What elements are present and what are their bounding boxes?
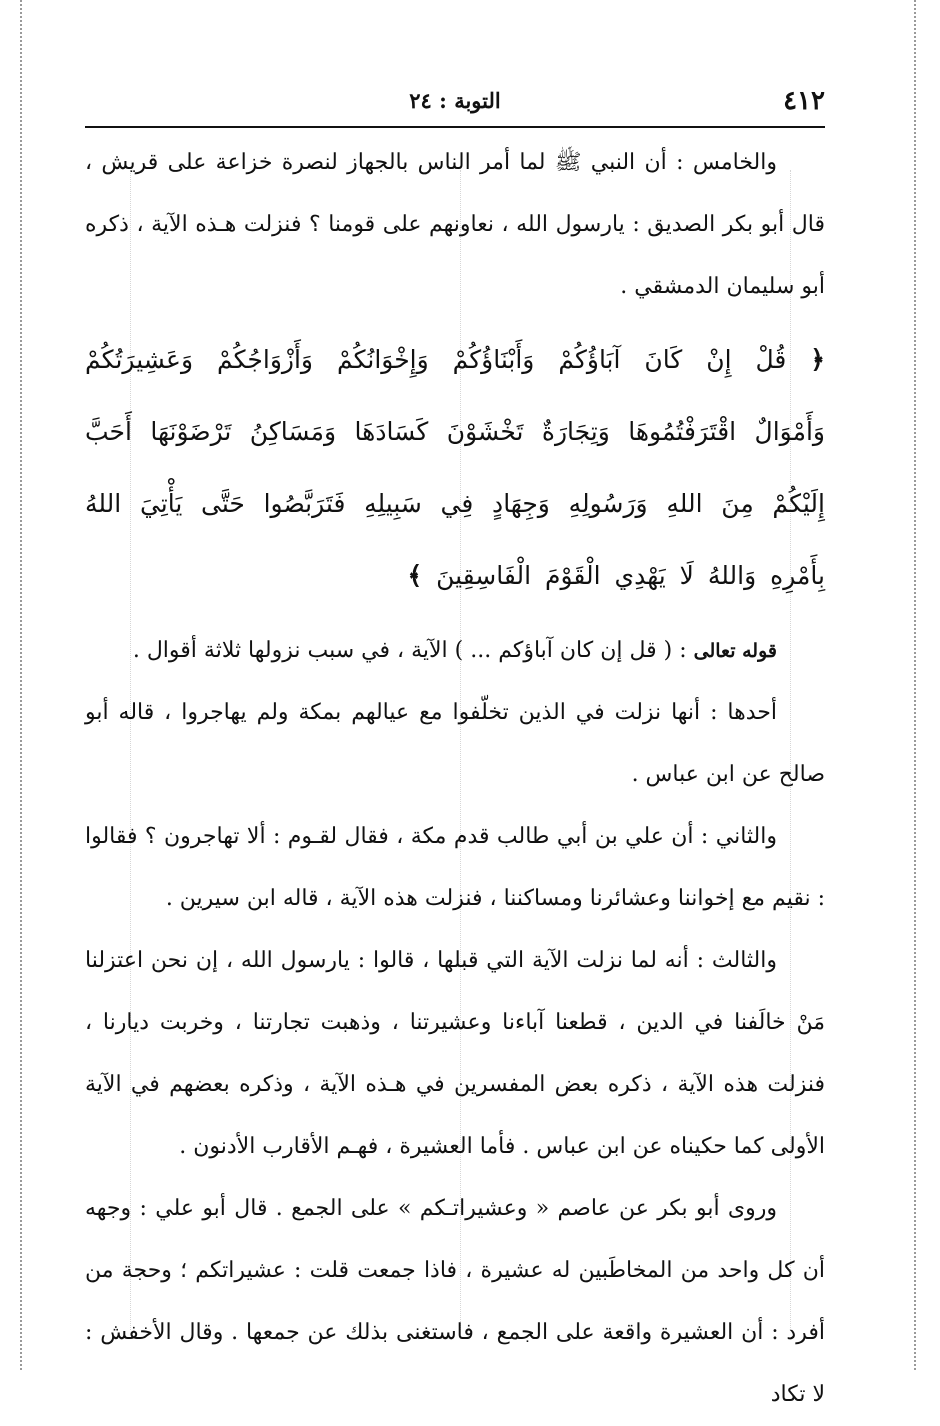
- intro-line: قال أبو بكر الصديق : يارسول الله ، نعاونهم على قومنا ؟ فنزلت هـذه الآية ،: [136, 212, 825, 237]
- intro-line: ذكره أبو سليمان الدمشقي .: [85, 212, 825, 299]
- scan-edge-right: [914, 0, 916, 1370]
- quran-verse: [85, 324, 825, 612]
- intro-paragraph: [85, 132, 825, 318]
- verse-close-bracket: ﴾: [407, 561, 423, 590]
- page-header: [85, 80, 825, 126]
- quran-verse-block: [85, 324, 825, 612]
- running-title: التوبة : ٢٤: [409, 88, 501, 113]
- commentary-paragraph: [85, 620, 825, 682]
- intro-line: والخامس : أن النبي ﷺ لما أمر الناس بالجهاز لنصرة خزاعة على قريش ،: [85, 150, 777, 175]
- page-number: ٤١٢: [783, 86, 825, 116]
- commentary-text: : ( قل إن كان آباؤكم ... ) الآية ، في سبب نزولها ثلاثة أقوال .: [132, 638, 687, 663]
- commentary-paragraph: أحدها : أنها نزلت في الذين تخلّفوا مع عيالهم بمكة ولم يهاجروا ، قاله أبو صالح عن ابن عباس .: [85, 700, 825, 787]
- commentary-paragraph: والثاني : أن علي بن أبي طالب قدم مكة ، فقال لقـوم : ألا تهاجرون ؟ فقالوا : نقيم مع إخواننا وعشائرنا ومساكننا ، فنزلت هذه الآية ، قاله ابن سيرين .: [85, 824, 825, 911]
- header-rule: [85, 126, 825, 128]
- book-page: [85, 80, 825, 1426]
- verse-text: قُلْ إِنْ كَانَ آبَاؤُكُمْ وَأَبْنَاؤُكُمْ وَإِخْوَانُكُمْ وَأَزْوَاجُكُمْ وَعَشِيرَتُكُمْ وَأَمْوَالٌ اقْتَرَفْتُمُوهَا وَتِجَارَةٌ تَخْشَوْنَ كَسَادَهَا وَمَسَاكِنُ تَرْضَوْنَهَا أَحَبَّ إِلَيْكُمْ مِنَ اللهِ وَرَسُولِهِ وَجِهَادٍ فِي سَبِيلِهِ فَتَرَبَّصُوا حَتَّى يَأْتِيَ اللهُ بِأَمْرِهِ وَاللهُ لَا يَهْدِي الْقَوْمَ الْفَاسِقِينَ: [85, 345, 825, 590]
- commentary-paragraph: وروى أبو بكر عن عاصم « وعشيراتـكم » على الجمع . قال أبو علي : وجهه أن كل واحد من المخاطَبين له عشيرة ، فاذا جمعت قلت : عشيراتكم ؛ وحجة من أفرد : أن العشيرة واقعة على الجمع ، فاستغنى بذلك عن جمعها . وقال الأخفش : لا تكاد: [85, 1196, 825, 1407]
- scan-edge-left: [20, 0, 22, 1370]
- commentary-paragraph: والثالث : أنه لما نزلت الآية التي قبلها ، قالوا : يارسول الله ، إن نحن اعتزلنا مَنْ خالَفنا في الدين ، قطعنا آباءنا وعشيرتنا ، وذهبت تجارتنا ، وخربت ديارنا ، فنزلت هذه الآية ، ذكره بعض المفسرين في هـذه الآية ، وذكره بعضهم في الآية الأولى كما حكيناه عن ابن عباس . فأما العشيرة ، فهـم الأقارب الأدنون .: [85, 948, 825, 1159]
- commentary-label: قوله تعالى: [693, 640, 777, 662]
- verse-open-bracket: ﴿: [810, 345, 825, 374]
